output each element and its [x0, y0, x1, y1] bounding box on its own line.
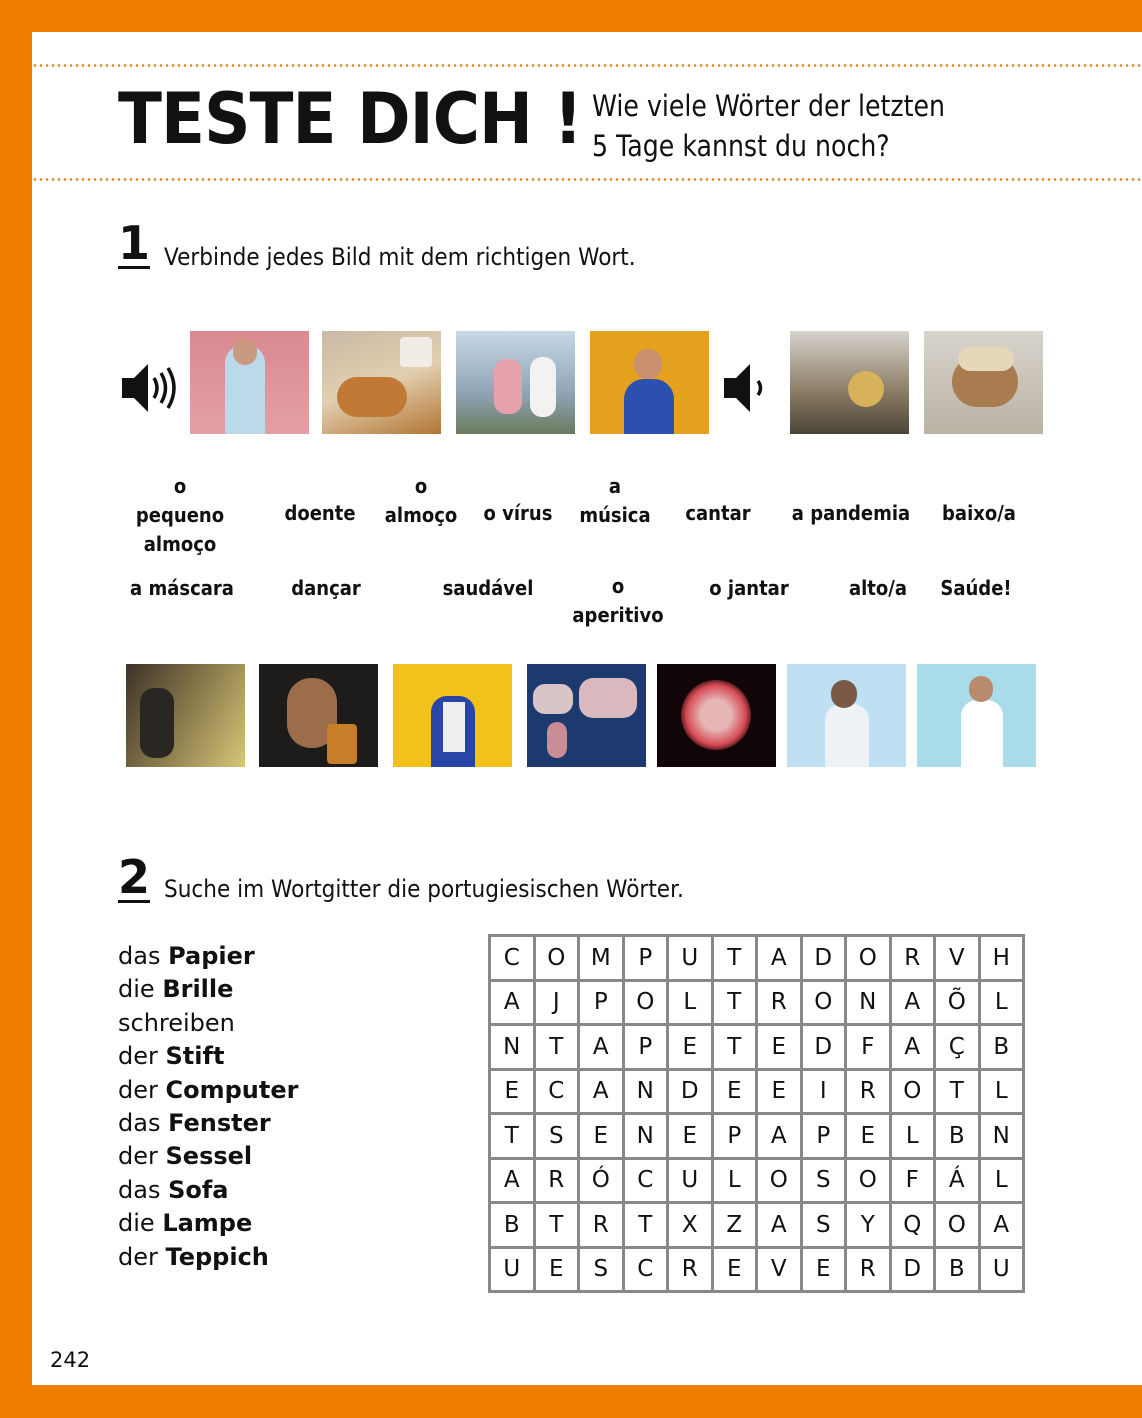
photo-dancing-man: [393, 664, 512, 767]
grid-cell[interactable]: L: [979, 1158, 1024, 1203]
grid-cell[interactable]: B: [979, 1025, 1024, 1070]
photo-pandemic-map: [527, 664, 646, 767]
grid-row: [490, 1114, 1024, 1159]
grid-cell[interactable]: A: [890, 980, 935, 1025]
grid-cell[interactable]: R: [668, 1247, 713, 1292]
exercise-2-number: 2: [118, 850, 151, 904]
word-card[interactable]: o vírus: [483, 501, 553, 525]
grid-cell[interactable]: N: [846, 980, 891, 1025]
grid-cell[interactable]: Ç: [935, 1025, 980, 1070]
grid-cell[interactable]: O: [846, 936, 891, 981]
grid-cell[interactable]: V: [757, 1247, 802, 1292]
photo-musician: [126, 664, 245, 767]
grid-cell[interactable]: E: [801, 1247, 846, 1292]
grid-cell[interactable]: R: [534, 1158, 579, 1203]
grid-cell[interactable]: B: [490, 1203, 535, 1248]
word-card[interactable]: a música: [579, 474, 651, 527]
grid-cell[interactable]: P: [623, 936, 668, 981]
grid-cell[interactable]: C: [623, 1158, 668, 1203]
grid-cell[interactable]: E: [846, 1114, 891, 1159]
grid-cell[interactable]: S: [801, 1158, 846, 1203]
grid-cell[interactable]: A: [757, 936, 802, 981]
grid-cell[interactable]: C: [490, 936, 535, 981]
exercise-1-number: 1: [118, 216, 151, 270]
grid-row: [490, 1158, 1024, 1203]
grid-cell[interactable]: O: [890, 1069, 935, 1114]
photo-man-with-beer: [259, 664, 378, 767]
grid-cell[interactable]: T: [490, 1114, 535, 1159]
grid-cell[interactable]: T: [712, 936, 757, 981]
grid-cell[interactable]: A: [979, 1203, 1024, 1248]
grid-cell[interactable]: E: [757, 1025, 802, 1070]
grid-cell[interactable]: U: [979, 1247, 1024, 1292]
grid-cell[interactable]: T: [534, 1025, 579, 1070]
grid-cell[interactable]: J: [534, 980, 579, 1025]
grid-cell[interactable]: V: [935, 936, 980, 981]
grid-cell[interactable]: X: [668, 1203, 713, 1248]
word-card[interactable]: o pequeno almoço: [135, 474, 225, 556]
grid-cell[interactable]: A: [490, 1158, 535, 1203]
word-search-grid[interactable]: [488, 934, 1025, 1293]
grid-cell[interactable]: D: [668, 1069, 713, 1114]
photo-masked-man: [190, 331, 309, 434]
grid-cell[interactable]: E: [579, 1114, 624, 1159]
grid-cell[interactable]: O: [757, 1158, 802, 1203]
grid-cell[interactable]: N: [490, 1025, 535, 1070]
speaker-quiet-icon[interactable]: [722, 362, 772, 414]
grid-cell[interactable]: U: [490, 1247, 535, 1292]
speaker-loud-icon[interactable]: [120, 362, 182, 414]
grid-cell[interactable]: O: [534, 936, 579, 981]
grid-cell[interactable]: D: [801, 1025, 846, 1070]
grid-cell[interactable]: L: [712, 1158, 757, 1203]
workbook-page: [32, 32, 1142, 1385]
vocab-item: der Stift: [118, 1042, 225, 1071]
grid-cell[interactable]: R: [757, 980, 802, 1025]
word-card[interactable]: doente: [284, 501, 356, 525]
grid-cell[interactable]: P: [712, 1114, 757, 1159]
grid-cell[interactable]: L: [979, 980, 1024, 1025]
grid-cell[interactable]: O: [801, 980, 846, 1025]
grid-cell[interactable]: Q: [890, 1203, 935, 1248]
word-card[interactable]: Saúde!: [940, 576, 1012, 600]
word-card[interactable]: cantar: [685, 501, 751, 525]
grid-cell[interactable]: P: [801, 1114, 846, 1159]
grid-cell[interactable]: M: [579, 936, 624, 981]
grid-cell[interactable]: T: [712, 1025, 757, 1070]
grid-cell[interactable]: T: [534, 1203, 579, 1248]
vocab-item: der Computer: [118, 1075, 299, 1104]
grid-cell[interactable]: N: [979, 1114, 1024, 1159]
grid-cell[interactable]: E: [757, 1069, 802, 1114]
grid-cell[interactable]: O: [846, 1158, 891, 1203]
grid-cell[interactable]: R: [579, 1203, 624, 1248]
photo-virus: [657, 664, 776, 767]
photo-croissants: [322, 331, 441, 434]
word-card[interactable]: dançar: [291, 576, 361, 600]
grid-row: [490, 936, 1024, 981]
grid-cell[interactable]: S: [579, 1247, 624, 1292]
grid-cell[interactable]: A: [890, 1025, 935, 1070]
vocab-item: schreiben: [118, 1008, 235, 1037]
grid-cell[interactable]: E: [712, 1069, 757, 1114]
grid-cell[interactable]: H: [979, 936, 1024, 981]
grid-row: [490, 1069, 1024, 1114]
vocab-item: das Papier: [118, 942, 255, 970]
photo-singing-woman: [917, 664, 1036, 767]
grid-cell[interactable]: P: [623, 1025, 668, 1070]
grid-cell[interactable]: E: [668, 1114, 713, 1159]
grid-cell[interactable]: S: [534, 1114, 579, 1159]
grid-cell[interactable]: P: [579, 980, 624, 1025]
dotted-divider-top: [32, 64, 1142, 67]
grid-cell[interactable]: D: [801, 936, 846, 981]
grid-cell[interactable]: B: [935, 1247, 980, 1292]
vocabulary-list: [118, 940, 298, 1274]
photo-dinner-table: [790, 331, 909, 434]
vocab-item: das Fenster: [118, 1109, 271, 1138]
grid-cell[interactable]: L: [668, 980, 713, 1025]
exercise-1-instruction: Verbinde jedes Bild mit dem richtigen Wort.: [164, 243, 636, 271]
grid-cell[interactable]: F: [846, 1025, 891, 1070]
grid-cell[interactable]: L: [979, 1069, 1024, 1114]
grid-cell[interactable]: R: [846, 1247, 891, 1292]
grid-cell[interactable]: E: [712, 1247, 757, 1292]
photo-bread-bowl: [924, 331, 1043, 434]
subtitle-line-2: 5 Tage kannst du noch?: [592, 129, 890, 163]
grid-cell[interactable]: Ó: [579, 1158, 624, 1203]
grid-cell[interactable]: E: [668, 1025, 713, 1070]
word-card[interactable]: alto/a: [848, 576, 907, 600]
grid-cell[interactable]: I: [801, 1069, 846, 1114]
grid-cell[interactable]: N: [623, 1069, 668, 1114]
grid-cell[interactable]: U: [668, 1158, 713, 1203]
photo-family-lunch: [456, 331, 575, 434]
grid-cell[interactable]: U: [668, 936, 713, 981]
page-subtitle: [592, 86, 945, 166]
vocab-item: der Sessel: [118, 1142, 253, 1171]
exercise-2-instruction: Suche im Wortgitter die portugiesischen Wörter.: [164, 875, 684, 903]
word-card[interactable]: o jantar: [709, 576, 789, 600]
grid-cell[interactable]: B: [935, 1114, 980, 1159]
word-card[interactable]: baixo/a: [942, 501, 1016, 525]
vocab-item: die Brille: [118, 975, 234, 1004]
photo-cheering-man: [590, 331, 709, 434]
grid-cell[interactable]: D: [890, 1247, 935, 1292]
subtitle-line-1: Wie viele Wörter der letzten: [592, 89, 946, 123]
grid-cell[interactable]: C: [534, 1069, 579, 1114]
grid-cell[interactable]: Z: [712, 1203, 757, 1248]
vocab-item: der Teppich: [118, 1242, 269, 1271]
grid-cell[interactable]: R: [846, 1069, 891, 1114]
grid-cell[interactable]: A: [490, 980, 535, 1025]
grid-row: [490, 980, 1024, 1025]
grid-cell[interactable]: Á: [935, 1158, 980, 1203]
grid-cell[interactable]: O: [623, 980, 668, 1025]
page-number: 242: [50, 1348, 91, 1372]
grid-cell[interactable]: A: [579, 1069, 624, 1114]
grid-cell[interactable]: E: [490, 1069, 535, 1114]
word-card[interactable]: a pandemia: [791, 501, 911, 525]
word-card[interactable]: a máscara: [130, 576, 234, 600]
word-card[interactable]: o almoço: [384, 474, 458, 527]
photo-sick-man: [787, 664, 906, 767]
grid-cell[interactable]: Y: [846, 1203, 891, 1248]
grid-cell[interactable]: R: [890, 936, 935, 981]
grid-cell[interactable]: T: [623, 1203, 668, 1248]
grid-cell[interactable]: A: [757, 1114, 802, 1159]
word-card[interactable]: saudável: [442, 576, 534, 600]
dotted-divider-bottom: [32, 178, 1142, 181]
grid-cell[interactable]: T: [935, 1069, 980, 1114]
grid-cell[interactable]: A: [579, 1025, 624, 1070]
grid-cell[interactable]: O: [935, 1203, 980, 1248]
grid-cell[interactable]: F: [890, 1158, 935, 1203]
grid-cell[interactable]: L: [890, 1114, 935, 1159]
grid-row: [490, 1203, 1024, 1248]
word-card[interactable]: o aperitivo: [572, 574, 664, 627]
grid-cell[interactable]: E: [534, 1247, 579, 1292]
vocab-item: das Sofa: [118, 1175, 229, 1204]
grid-row: [490, 1247, 1024, 1292]
grid-row: [490, 1025, 1024, 1070]
grid-cell[interactable]: C: [623, 1247, 668, 1292]
grid-cell[interactable]: Õ: [935, 980, 980, 1025]
grid-cell[interactable]: S: [801, 1203, 846, 1248]
page-title: TESTE DICH !: [118, 78, 582, 160]
grid-cell[interactable]: T: [712, 980, 757, 1025]
grid-cell[interactable]: A: [757, 1203, 802, 1248]
vocab-item: die Lampe: [118, 1209, 253, 1238]
grid-cell[interactable]: N: [623, 1114, 668, 1159]
